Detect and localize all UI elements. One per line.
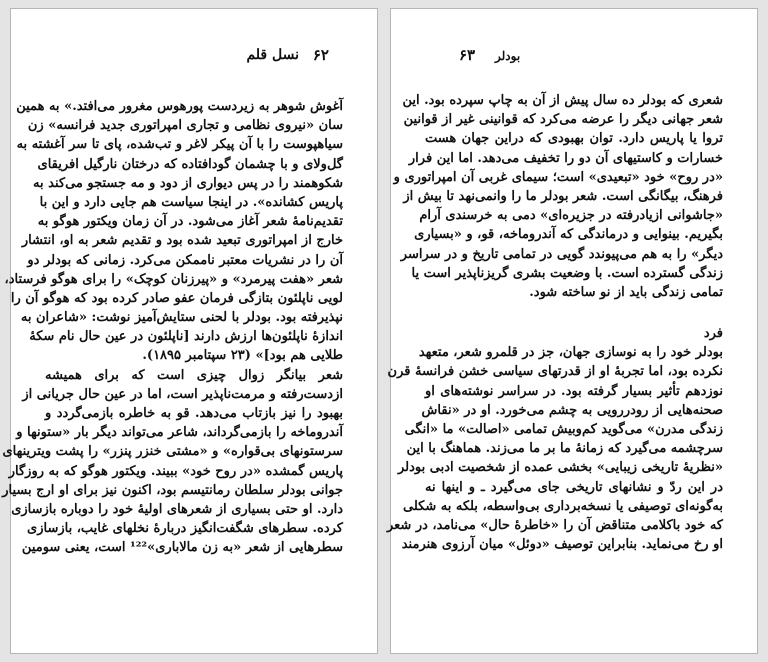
text-line: خسارات و کاستیهای آن دو را تخفیف می‌دهد. اما این فرار: [408, 150, 723, 166]
text-line: زندگی گسترده است. با وضعیت بشری گریزناپذیر است یا: [411, 265, 723, 281]
text-line: دیگر» را به هم می‌پیوندد گویی در تمامی تاریخ و در سراسر: [400, 246, 723, 262]
text-line: پاریس گمشده «در روح خود» ببیند. ویکتور هوگو که به روزگار: [8, 463, 343, 479]
page-number: ۶۳: [459, 46, 476, 64]
paragraph: [4, 97, 343, 366]
paragraph: [2, 366, 343, 558]
text-line: لویی ناپلئون بتازگی فرمان عفو صادر کرده بود که هوگو آن را: [10, 290, 343, 306]
text-line: سیاهپوست را با آن پیکر لاغر و تب‌شده، پای تا سر آغشته به: [16, 137, 343, 153]
running-title: بودلر: [495, 49, 521, 63]
text-line: شعری که بودلر ده سال پیش از آن به چاپ سپرده بود. این: [402, 93, 723, 108]
text-line: نکرده بود، اما تجربهٔ او از قدرتهای سیاسی خشن فرانسهٔ قرن: [387, 364, 723, 380]
text-line: شکوهمند را در پس دیواری از دود و مه جستجو می‌کند به: [33, 175, 343, 191]
text-line: «نظریهٔ تاریخی زیبایی» بخشی عمده از شخصیت ادبی بودلر: [397, 460, 723, 476]
left-page-body: [2, 97, 343, 558]
page-number: ۶۲: [312, 46, 329, 64]
text-line: شعر بیانگر زوال چیزی است که برای همیشه: [45, 367, 343, 383]
text-line: دارد. او حتی بسیاری از شعرهای اولیهٔ خود را دوباره بازسازی: [11, 501, 343, 517]
text-line: گل‌ولای و با چشمان گودافتاده که درختان نارگیل افریقای: [37, 156, 343, 172]
text-line: سرچشمه می‌گیرد که زمانهٔ ما بر ما می‌زند. هماهنگ با این: [406, 441, 723, 457]
text-line: شعر «هفت پیرمرد» و «پیرزنان کوچک» را برای هوگو فرستاد،: [4, 271, 343, 287]
text-line: تمامی زندگی باید از نو ساخته شود.: [529, 284, 723, 300]
text-line: سان «نیروی نظامی و تجاری امپراتوری جدید فرانسه» زن: [27, 118, 343, 134]
text-line: آغوش شوهر به زیردست پورهوس مغرور می‌افتد.» به همین: [16, 99, 343, 114]
text-line: تروا یا پاریس دارد. توان بهبودی که دراین جهان هست: [425, 131, 723, 147]
text-line: سرستونهای بی‌قواره» و «مشتی خنزر پنزر» را پشت ویترینهای: [2, 444, 343, 460]
text-line: آندروماخه را بازمی‌گرداند، شاعر می‌تواند دیگر بار «ستونها و: [16, 425, 343, 441]
paragraph: [386, 343, 723, 554]
text-line: شعر جهانی دیگر را عرضه می‌کرد که قوانینی غیر از قوانین: [403, 112, 723, 128]
running-title: نسل قلم: [246, 47, 299, 63]
section-title: فرد: [703, 326, 723, 342]
left-page: [2, 8, 378, 654]
text-line: بودلر خود را به نوسازی جهان، جز در قلمرو شعر، متعهد: [418, 345, 723, 361]
text-line: آن را در نشریات معتبر ناممکن می‌کرد. زمانی که بودلر دو: [27, 252, 343, 268]
text-line: زندگی مدرن» می‌گوید کم‌وبیش تمامی «اصالت» ما «انگی: [404, 422, 723, 437]
text-line: تقدیم‌نامهٔ شعر آغاز می‌شود. در آن زمان ویکتور هوگو به: [37, 214, 343, 230]
right-page-header: [391, 45, 757, 65]
text-line: او رخ می‌نماید. بنابراین توصیف «دوئل» میان آرزوی هنرمند: [401, 537, 723, 553]
text-line: نپذیرفته بود. بودلر با لحنی ستایش‌آمیز نوشت: «شاعران به: [20, 310, 343, 326]
text-line: سطرهایی از شعر «به زن مالاباری»¹²² است، یعنی سومین: [21, 540, 343, 556]
text-line: «جاشوانی ازیادرفته در جزیره‌ای» دمی به خرسندی آرام: [419, 208, 723, 224]
text-line: در این ردّ و نشانهای تاریخی جای می‌گیرد ـ و اینها نه: [425, 479, 723, 495]
text-line: «در روح» خود «تبعیدی» است؛ سیمای غربی آن امپراتوری و: [393, 169, 723, 185]
text-line: فرهنگ، بیگانگی است. شعر بودلر ما را وانمی‌نهد تا بیش از: [403, 188, 723, 204]
text-line: جوانی بودلر سلطان رمانتیسم بود، اکنون نیز برای او ارج بسیار: [2, 482, 343, 498]
text-line: که خود باکلامی متناقض آن را «خاطرهٔ حال» می‌نامد، در شعر: [386, 517, 723, 533]
text-line: نوزدهم تأثیر بسیار گرفته بود. در سراسر نوشته‌های او: [425, 383, 723, 399]
text-line: طلایی هم بود]» (۲۳ سپتامبر ۱۸۹۵).: [142, 348, 343, 364]
text-line: بگیریم. بینوایی و درماندگی که آندروماخه، قو، و «بسیاری: [414, 227, 723, 243]
right-page-body: [386, 91, 723, 554]
text-line: اندازهٔ ناپلئون‌ها ارزش دارند [ناپلئون در عین حال نام سکهٔ: [29, 329, 343, 345]
text-line: کرده. سطرهای شگفت‌انگیز دربارهٔ نخلهای غایب، بازسازی: [27, 521, 343, 537]
text-line: بهبود را نیز بازتاب می‌دهد. قو به خاطره بازمی‌گردد و: [45, 406, 343, 421]
left-page-header: [11, 45, 377, 65]
text-line: ازدست‌رفته و مرمت‌ناپذیر است، اما در عین حال جریانی از: [22, 386, 343, 402]
text-line: صحنه‌هایی از رودررویی به چشم می‌خورد. او در «نقاش: [421, 402, 723, 418]
text-line: پاریس کشانده». در اینجا سیاست هم جایی دارد و این با: [39, 194, 343, 210]
text-line: به‌گونه‌ای توصیفی یا نسخه‌برداری بی‌واسطه، بلکه به شکلی: [403, 498, 723, 514]
text-line: خارج از امپراتوری تبعید شده بود و تقدیم شعر به او، انتشار: [21, 233, 343, 249]
paragraph: [393, 91, 723, 302]
right-page: [386, 8, 758, 654]
